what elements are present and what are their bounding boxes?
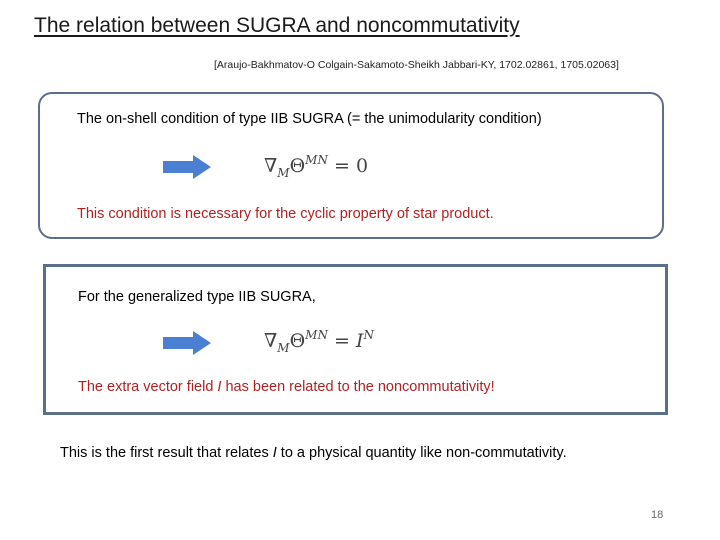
box2-heading: For the generalized type IIB SUGRA, bbox=[78, 289, 316, 305]
right-arrow-icon bbox=[163, 331, 211, 355]
generalized-equation: $\nabla_M\Theta^{MN} = I^N$ bbox=[264, 328, 374, 355]
bottom-note: This is the first result that relates I to a physical quantity like non-commutativity. bbox=[60, 445, 567, 461]
unimodularity-equation: $\nabla_M\Theta^{MN} = 0$ bbox=[264, 153, 369, 180]
box2-note: The extra vector field I has been related to the noncommutativity! bbox=[78, 379, 495, 395]
page-number: 18 bbox=[651, 509, 664, 521]
box1-heading: The on-shell condition of type IIB SUGRA (= the unimodularity condition) bbox=[77, 111, 542, 127]
right-arrow-icon bbox=[163, 155, 211, 179]
box1-note: This condition is necessary for the cyclic property of star product. bbox=[77, 206, 494, 222]
slide-title: The relation between SUGRA and noncommutativity bbox=[34, 14, 520, 37]
citation: [Araujo-Bakhmatov-O Colgain-Sakamoto-Sheikh Jabbari-KY, 1702.02861, 1705.02063] bbox=[214, 59, 619, 71]
